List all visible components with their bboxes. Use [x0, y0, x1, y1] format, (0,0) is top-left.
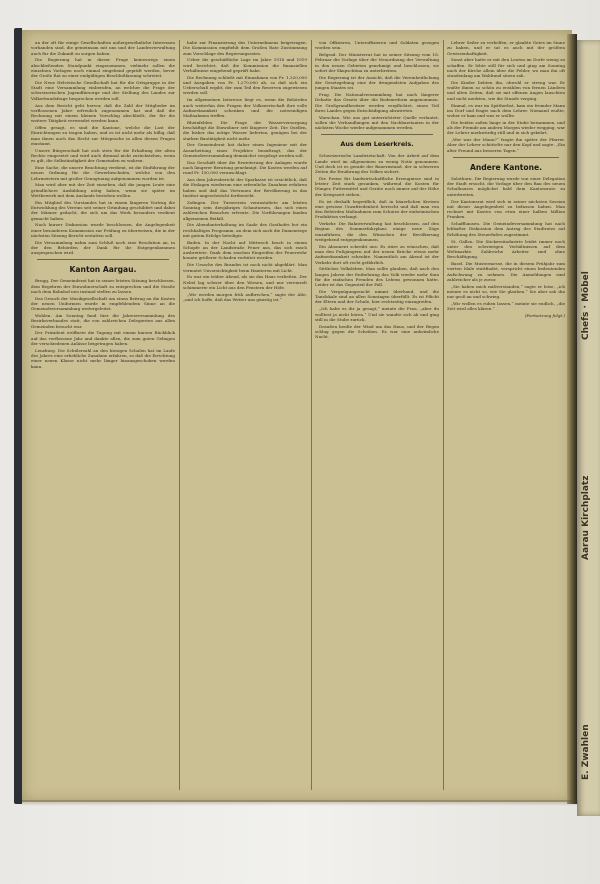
- col4-paragraph: St. Gallen. Die Stickereiindustrie leidet immer noch unter den schwierigen Verhältnissen auf dem Weltmarkte. Zahlreiche Arbeiter sind ohne Beschäftigung.: [447, 238, 565, 260]
- col2-paragraph: Im allgemeinen Interesse liegt es, wenn die Behörden auch weiterhin den Fragen der Volkswirtschaft ihre volle Aufmerksamkeit schenken und die notwendigen Maßnahmen treffen.: [183, 97, 307, 119]
- column-rule-3: [443, 40, 444, 790]
- col3-paragraph: „Ich habe es dir ja gesagt,“ meinte die Frau, „aber du wolltest ja nicht hören.“ Und sie wandte sich ab und ging still in die Stube zurück.: [315, 306, 439, 322]
- page-bottom-shadow: [22, 800, 578, 806]
- col2-paragraph: Zofingen. Der Turnverein veranstaltete am letzten Sonntag sein diesjähriges Schauturnen, das sich eines zahlreichen Besuches erfreute. Die Vorführungen fanden allgemeinen Beifall.: [183, 199, 307, 221]
- column-rule-2: [311, 40, 312, 790]
- col2-paragraph: „Wir werden morgen früh aufbrechen,“ sagte der Alte, „und ich hoffe, daß das Wetter uns günstig ist.“: [183, 291, 307, 302]
- col4-paragraph: Die Kinder liebten ihn, obwohl er streng war. Er wußte ihnen so schön zu erzählen von fernen Ländern und alten Zeiten, daß sie mit offenen Augen lauschten und nicht merkten, wie die Stunde verging.: [447, 79, 565, 101]
- col1-paragraph: Die Regierung hat in dieser Frage keineswegs einen abschließenden Standpunkt eingenommen, vielmehr sollen die einzelnen Vorlagen noch einmal eingehend geprüft werden, bevor der Große Rat zu einer endgültigen Beschlußfassung schreitet.: [31, 57, 175, 79]
- heading-kanton-aargau: Kanton Aargau.: [69, 265, 137, 275]
- book-gutter: [567, 34, 577, 804]
- column-4-separator: [453, 157, 559, 158]
- col3-paragraph: Verkehr. Die Bahnverwaltung hat beschlossen, auf den Beginn des Sommerfahrplans einige neue Züge einzuführen, die den Wünschen der Bevölkerung weitgehend entgegenkommen.: [315, 221, 439, 242]
- col1-paragraph: Die Neue Helvetische Gesellschaft hat für die Ortsgruppe in der Stadt eine Versammlung einberufen, an welcher die Frage der schweizerischen Jugendfürsorge und der Stellung des Landes zur Völkerbundsfrage besprochen werden soll.: [31, 79, 175, 101]
- adjacent-page-ad-top: Chefs · Möbel: [581, 271, 591, 340]
- col1-paragraph: Der Präsident eröffnete die Tagung mit einem kurzen Rückblick auf das verflossene Jahr und dankte allen, die zum guten Gelingen der verschiedenen Anlässe beigetragen haben.: [31, 330, 175, 346]
- column-rule-1: [179, 40, 180, 790]
- col2-paragraph: Baden. In der Nacht auf Mittwoch brach in einem Schopfe an der Landstraße Feuer aus, das sich rasch ausbreitete. Dank dem raschen Eingreifen der Feuerwehr konnte größerer Schaden verhütet werden.: [183, 239, 307, 261]
- col4-paragraph: Basel. Die Mustermesse, die in diesem Frühjahr zum vierten Male stattfindet, verspricht einen bedeutenden Aufschwung zu nehmen. Die Anmeldungen sind zahlreicher als je zuvor.: [447, 261, 565, 282]
- col3-paragraph: Die Preise für landwirtschaftliche Erzeugnisse sind in letzter Zeit stark gesunken, während die Kosten für Dünger, Futtermittel und Geräte noch immer auf der Höhe der Kriegszeit stehen.: [315, 175, 439, 197]
- column-4: [447, 40, 565, 790]
- col2-paragraph: Der Gemeinderat hat daher einen Ingenieur mit der Ausarbeitung eines Projektes beauftragt, das der Gemeindeversammlung demnächst vorgelegt werden soll.: [183, 142, 307, 158]
- col2-paragraph: Das Geschäft über die Erweiterung der Anlagen wurde nach längerer Beratung genehmigt. Die Kosten werden auf rund Fr. 150,000 veranschlagt.: [183, 159, 307, 176]
- col3-paragraph: Warschau. Wie aus gut unterrichteter Quelle verlautet, sollen die Verhandlungen mit den Nachbarstaaten in der nächsten Woche wieder aufgenommen werden.: [315, 114, 439, 131]
- adjacent-page-ad-mid: Aarau Kirchplatz: [581, 475, 591, 560]
- column-3: [315, 40, 439, 790]
- col1-paragraph: Das Gesuch der Musikgesellschaft um einen Beitrag an die Kosten der neuen Uniformen wurde in empfehlendem Sinne an die Gemeindeversammlung weitergeleitet.: [31, 295, 175, 312]
- col1-paragraph: Brugg. Der Gemeinderat hat in seiner letzten Sitzung beschlossen, dem Begehren der Einwohnerschaft zu entsprechen und die Straße nach dem Bahnhof neu instand stellen zu lassen.: [31, 278, 175, 294]
- col1-paragraph: Ein Mitglied des Vorstandes hat in einem längeren Vortrag die Entwicklung des Vereins seit seiner Gründung geschildert und dabei der Männer gedacht, die sich um das Werk besonders verdient gemacht haben.: [31, 199, 175, 221]
- col3-paragraph: Belgrad. Der Ministerrat hat in seiner Sitzung vom 18. Februar die Vorlage über die Neuordnung der Verwaltung in den neuen Gebieten genehmigt und beschlossen, sie sofort der Skupschtina zu unterbreiten.: [315, 52, 439, 73]
- column-1-separator: [37, 259, 169, 260]
- col3-paragraph: Sittliches Volksleben. Man sollte glauben, daß nach den langen Jahren der Entbehrung das Volk wieder mehr Sinn für die einfachen Freuden des Lebens gewonnen hätte. Leider ist das Gegenteil der Fall.: [315, 266, 439, 288]
- col2-paragraph: Die Abendunterhaltung im Saale des Gasthofes bot ein reichhaltiges Programm, an dem sich auch die Damenriege mit gutem Erfolge beteiligte.: [183, 222, 307, 238]
- col3-paragraph: Draußen heulte der Wind um das Haus, und der Regen schlug gegen die Scheiben. Es war eine unheimliche Nacht.: [315, 323, 439, 340]
- col1-paragraph: Lenzburg. Die Schülerzahl an den hiesigen Schulen hat im Laufe des Jahres eine erhebliche Zunahme erfahren, so daß die Errichtung einer neuen Klasse nicht mehr länger hinausgeschoben werden kann.: [31, 347, 175, 369]
- col3-paragraph: von Offizieren, Unteroffizieren und Soldaten gezogen worden sein.: [315, 40, 439, 51]
- col4-paragraph: Schaffhausen. Die Gemeindeversammlung hat nach lebhafter Diskussion dem Antrag des Stadtrates auf Erhöhung des Steuerfußes zugestimmt.: [447, 221, 565, 237]
- col2-paragraph: Die Ursache des Brandes ist noch nicht abgeklärt. Man vermutet Unvorsichtigkeit beim Hantieren mit Licht.: [183, 262, 307, 273]
- col4-paragraph: Die beiden saßen lange in der Stube beisammen, und als der Fremde am andern Morgen wieder wegging, war der Lehrer merkwürdig still und in sich gekehrt.: [447, 119, 565, 136]
- heading-andere-kantone: Andere Kantone.: [469, 162, 543, 172]
- col3-paragraph: Es ist deshalb begreiflich, daß in bäuerlichen Kreisen eine gewisse Unzufriedenheit herrscht und daß man von den Behörden Maßnahmen zum Schutze der einheimischen Produktion verlangt.: [315, 198, 439, 220]
- col1-paragraph: Nach kurzer Diskussion wurde beschlossen, die Angelegenheit einer besonderen Kommission zur Prüfung zu überweisen, die in der nächsten Sitzung Bericht erstatten soll.: [31, 222, 175, 238]
- col2-paragraph: Es war ein trüber Abend, als sie das Haus verließen. Der Nebel lag schwer über den Wiesen, und nur vereinzelt schimmerte ein Licht aus den Fenstern der Höfe.: [183, 274, 307, 290]
- col1-paragraph: Unsere Bürgerschaft hat sich stets für die Erhaltung der alten Rechte eingesetzt und wird auch diesmal nicht zurückstehen, wenn es gilt, die Selbständigkeit der Gemeinden zu wahren.: [31, 147, 175, 164]
- col3-paragraph: Die Vergnügungssucht nimmt überhand, und die Tanzlokale sind an allen Sonntagen überfüllt. Es ist Pflicht der Eltern und der Schule, hier rechtzeitig einzugreifen.: [315, 288, 439, 305]
- column-3-separator: [321, 134, 433, 135]
- col4-paragraph: Lehrer Seiler zu verhelfen, er glaubte Gutes im Sinne zu haben, und er tat es auch mit der größten Gewissenhaftigkeit.: [447, 40, 565, 56]
- col4-paragraph: „Sie haben mich mißverstanden,“ sagte er leise, „ich meinte es nicht so, wie Sie glauben.“ Sie aber sah ihn nur groß an und schwieg.: [447, 283, 565, 300]
- col1-paragraph: Offen gesagt, es sind die Kantone, welche die Last der Einrichtungen zu tragen haben, und es ist nicht mehr als billig, daß man ihnen auch das Recht zur Mitsprache in allen diesen Fragen einräumt.: [31, 125, 175, 146]
- col2-paragraph: Aus dem Jahresbericht der Sparkasse ist ersichtlich, daß die Einlagen wiederum eine erfreuliche Zunahme erfahren haben und daß das Vertrauen der Bevölkerung in das Institut ungeschwächt fortbesteht.: [183, 177, 307, 198]
- col1-paragraph: Die Versammlung nahm zum Schluß noch eine Resolution an, in der den Behörden der Dank für ihr Entgegenkommen ausgesprochen wird.: [31, 239, 175, 256]
- book-cover-edge: [14, 28, 22, 804]
- col1-paragraph: an der oft für einige Gesellschaften außergewöhnliche Interessen vorhanden sind, die gemeinsam mit uns und der Landesverwaltung auch für die Zukunft zu sorgen haben.: [31, 40, 175, 56]
- col4-paragraph: Solothurn. Die Regierung wurde von einer Delegation der Stadt ersucht, die Vorlage über den Bau des neuen Schulhauses möglichst bald dem Kantonsrate zu unterbreiten.: [447, 175, 565, 197]
- col4-paragraph: Der Kantonsrat wird sich in seiner nächsten Session mit dieser Angelegenheit zu befassen haben. Man rechnet mit Kosten von etwa einer halben Million Franken.: [447, 198, 565, 220]
- col4-paragraph: Sonst aber hatte er mit den Leuten im Dorfe wenig zu schaffen. Er lebte still für sich und ging am Sonntag nach der Kirche allein über die Felder, wo man ihn oft stundenlang am Waldrand sitzen sah.: [447, 57, 565, 79]
- col2-paragraph: Ueber die geschäftliche Lage im Jahre 1918 und 1919 wird berichtet, daß die Kommission die finanziellen Verhältnisse eingehend geprüft habe.: [183, 57, 307, 73]
- col4-paragraph: „Wer war der Mann?“ fragte ihn später der Pfarrer. Aber der Lehrer schüttelte nur den Kopf und sagte: „Ein alter Freund aus besseren Tagen.“: [447, 137, 565, 153]
- column-2: [183, 40, 307, 790]
- adjacent-page: [577, 40, 600, 816]
- adjacent-page-ad-bottom: E. Zwahlen: [581, 724, 591, 780]
- col1-paragraph: Wohlen. Am Sonntag fand hier die Jahresversammlung des Bezirksverbandes statt, die von zahlreichen Delegierten aus allen Gemeinden besucht war.: [31, 313, 175, 329]
- col3-paragraph: Die Regierung ist der Ansicht, daß die Vereinheitlichung der Gesetzgebung eine der dringendsten Aufgaben des jungen Staates sei.: [315, 74, 439, 91]
- col4-paragraph: „Wir wollen es ruhen lassen,“ meinte sie endlich, „die Zeit wird alles klären.“: [447, 301, 565, 312]
- col3-paragraph: Schweizerische Landwirtschaft. Von der Arbeit auf dem Lande wird im allgemeinen zu wenig Notiz genommen. Und doch ist es gerade der Bauernstand, der in schweren Zeiten die Ernährung des Volkes sichert.: [315, 153, 439, 175]
- col3-paragraph: Prag. Die Nationalversammlung hat nach längerer Debatte das Gesetz über die Bodenreform angenommen. Die Großgrundbesitzer werden verpflichtet, einen Teil ihres Landes gegen Entschädigung abzutreten.: [315, 92, 439, 113]
- heading-aus-dem-leserkreis: Aus dem Leserkreis.: [340, 140, 414, 149]
- col2-paragraph: habe zur Finanzierung des Unternehmens beigetragen. Die Kommission empfiehlt dem Großen Rate Zustimmung zum Vorschlage des Regierungsrates.: [183, 40, 307, 56]
- col3-paragraph: Ein Abonnent schreibt uns: Es wäre zu wünschen, daß man den Fußgängern auf der neuen Brücke etwas mehr Aufmerksamkeit schenkte. Namentlich am Abend ist der Verkehr dort oft recht gefährlich.: [315, 243, 439, 265]
- column-1: [31, 40, 175, 790]
- col1-paragraph: Man wird aber mit der Zeit einsehen, daß die jungen Leute eine gründlichere Ausbildung nötig haben, wenn sie später im Wettbewerb mit dem Auslande bestehen wollen.: [31, 182, 175, 198]
- col4-paragraph: Einmal, es war im Spätherbst, kam ein fremder Mann ins Dorf und fragte nach dem Lehrer. Niemand wußte, woher er kam und was er wollte.: [447, 102, 565, 119]
- col2-paragraph: Die Rechnung schließt mit Einnahmen von Fr. 1,320,000 und Ausgaben von Fr. 1,270,000 ab, so daß sich ein Ueberschuß ergibt, der zum Teil den Reserven zugewiesen werden soll.: [183, 74, 307, 96]
- col1-paragraph: Aus dem Bericht geht hervor, daß die Zahl der Mitglieder im verflossenen Jahre erfreulich zugenommen hat und daß die Rechnung mit einem kleinen Vorschlag abschließt, der für die weitere Tätigkeit verwendet werden kann.: [31, 102, 175, 124]
- col2-paragraph: Rheinfelden. Die Frage der Wasserversorgung beschäftigt die Einwohner seit längerer Zeit. Die Quellen, die bisher das nötige Wasser lieferten, genügen bei der starken Bautätigkeit nicht mehr.: [183, 119, 307, 141]
- continuation-note: (Fortsetzung folgt.): [524, 313, 565, 319]
- col1-paragraph: Eine Sache, die unsere Beachtung verdient, ist die Einführung der neuen Ordnung für die Gewerbeschulen, welche von den Lehrmeistern mit großer Genugtuung aufgenommen worden ist.: [31, 165, 175, 181]
